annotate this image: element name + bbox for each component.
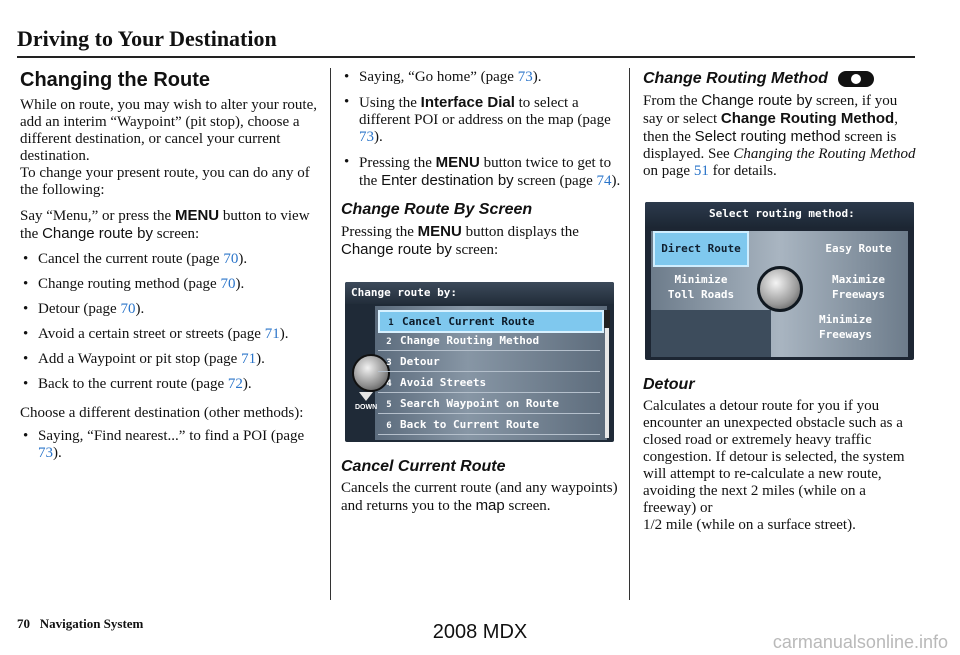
options-list-2	[20, 428, 322, 462]
menu-item-label: Search Waypoint on Route	[400, 397, 559, 410]
watermark: carmanualsonline.info	[772, 632, 948, 652]
menu-item[interactable]	[378, 310, 604, 333]
subheading-change-route-by-screen: Change Route By Screen	[341, 201, 533, 218]
column-divider	[330, 68, 331, 600]
page-link[interactable]: 70	[120, 301, 136, 317]
column-1	[20, 69, 322, 470]
list-item: • Pressing the MENU button twice to get to the Enter destination by screen (page 74).	[341, 154, 621, 190]
menu-item-number: 5	[386, 400, 392, 410]
menu-item-number: 1	[388, 318, 394, 328]
section-heading: Changing the Route	[20, 69, 210, 91]
menu-item-number: 4	[386, 379, 392, 389]
menu-instruction: Say “Menu,” or press the MENU button to view the Change route by screen:	[20, 207, 310, 242]
subheading-change-routing-method: Change Routing Method	[643, 69, 918, 88]
footer-model: 2008 MDX	[432, 621, 528, 643]
ccr-paragraph: Cancels the current route (and any waypoints) and returns you to the map screen.	[341, 480, 618, 514]
interface-dial-icon	[757, 266, 803, 312]
column-divider	[629, 68, 630, 600]
empty-cell	[651, 310, 771, 357]
crbs-paragraph: Pressing the MENU button displays the Change route by screen:	[341, 223, 579, 258]
column-3-lower	[643, 375, 918, 534]
scrollbar-thumb[interactable]	[604, 310, 610, 328]
menu-item[interactable]	[378, 331, 600, 351]
maximize-freeways-option[interactable]: Maximize Freeways	[832, 273, 885, 301]
options-list	[20, 251, 322, 393]
screen-title: Change route by:	[345, 282, 614, 304]
page-link[interactable]: 71	[241, 351, 257, 367]
scrollbar[interactable]	[605, 310, 609, 438]
menu-item-label: Back to Current Route	[400, 418, 540, 431]
list-item: • Add a Waypoint or pit stop (page 71).	[20, 351, 322, 368]
menu-item-number: 6	[386, 421, 392, 431]
minimize-toll-roads-option[interactable]: Minimize Toll Roads	[667, 273, 735, 301]
page-link[interactable]: 73	[38, 445, 53, 461]
page-link[interactable]: 71	[264, 326, 280, 342]
menu-item-number: 3	[386, 358, 392, 368]
choose-paragraph: Choose a different destination (other methods):	[20, 405, 304, 421]
page-link[interactable]: 70	[223, 251, 239, 267]
intro-paragraph-2: To change your present route, you can do any of the following:	[20, 165, 310, 198]
intro-paragraph: While on route, you may wish to alter your route, add an interim “Waypoint” (pit stop), choose a different destination, or cancel your current destination.	[20, 97, 318, 164]
list-item: • Saying, “Go home” (page 73).	[341, 69, 621, 86]
page-header: Driving to Your Destination	[17, 26, 277, 51]
page-link[interactable]: 72	[227, 376, 243, 392]
menu-item[interactable]	[378, 415, 600, 435]
page-link[interactable]: 73	[359, 129, 374, 145]
menu-item-label: Cancel Current Route	[402, 315, 535, 328]
list-item: • Avoid a certain street or streets (page 71).	[20, 326, 322, 343]
down-arrow-icon	[359, 392, 373, 401]
footer-page: 70 Navigation System	[17, 616, 144, 631]
list-item: • Using the Interface Dial to select a different POI or address on the map (page 73).	[341, 94, 621, 146]
direct-route-option[interactable]: Direct Route	[653, 231, 749, 267]
list-item: • Back to the current route (page 72).	[20, 376, 322, 393]
list-item: • Cancel the current route (page 70).	[20, 251, 322, 268]
detour-paragraph: Calculates a detour route for you if you encounter an unexpected obstacle such as a closed road or extremely heavy traffic congestion. If detour is selected, the system will attempt to re-calculate a new route, avoiding the next 2 miles (while on a freeway) or	[643, 398, 905, 516]
crm-paragraph: From the Change route by screen, if you say or select Change Routing Method, then the Select routing method screen is displayed. See Changing the Routing Method on page 51 for details.	[643, 92, 916, 179]
menu-item[interactable]	[378, 352, 600, 372]
page-link[interactable]: 74	[596, 173, 612, 189]
screen-title: Select routing method:	[645, 202, 914, 228]
options-list-3	[341, 69, 621, 190]
page-link[interactable]: 70	[220, 276, 236, 292]
menu-item[interactable]	[378, 373, 600, 393]
voice-command-icon	[838, 71, 874, 87]
header-rule	[17, 56, 915, 58]
minimize-freeways-option[interactable]: Minimize Freeways	[819, 313, 872, 341]
subheading-cancel-current-route: Cancel Current Route	[341, 458, 506, 475]
page-link[interactable]: 51	[693, 163, 709, 179]
menu-item-label: Detour	[400, 355, 440, 368]
subheading-detour: Detour	[643, 376, 695, 393]
detour-paragraph-2: 1/2 mile (while on a surface street).	[643, 517, 856, 533]
menu-item[interactable]	[378, 394, 600, 414]
list-item: • Detour (page 70).	[20, 301, 322, 318]
menu-item-label: Change Routing Method	[400, 334, 540, 347]
list-item: • Change routing method (page 70).	[20, 276, 322, 293]
select-routing-method-screen	[645, 202, 914, 360]
menu-item-number: 2	[386, 337, 392, 347]
list-item: • Saying, “Find nearest...” to find a POI (page 73).	[20, 428, 322, 462]
menu-item-label: Avoid Streets	[400, 376, 487, 389]
column-2	[341, 69, 621, 259]
column-2-lower	[341, 457, 621, 515]
down-label: DOWN	[355, 404, 378, 411]
column-3	[643, 69, 918, 180]
page-link[interactable]: 73	[517, 69, 533, 85]
easy-route-option[interactable]: Easy Route	[825, 242, 892, 255]
